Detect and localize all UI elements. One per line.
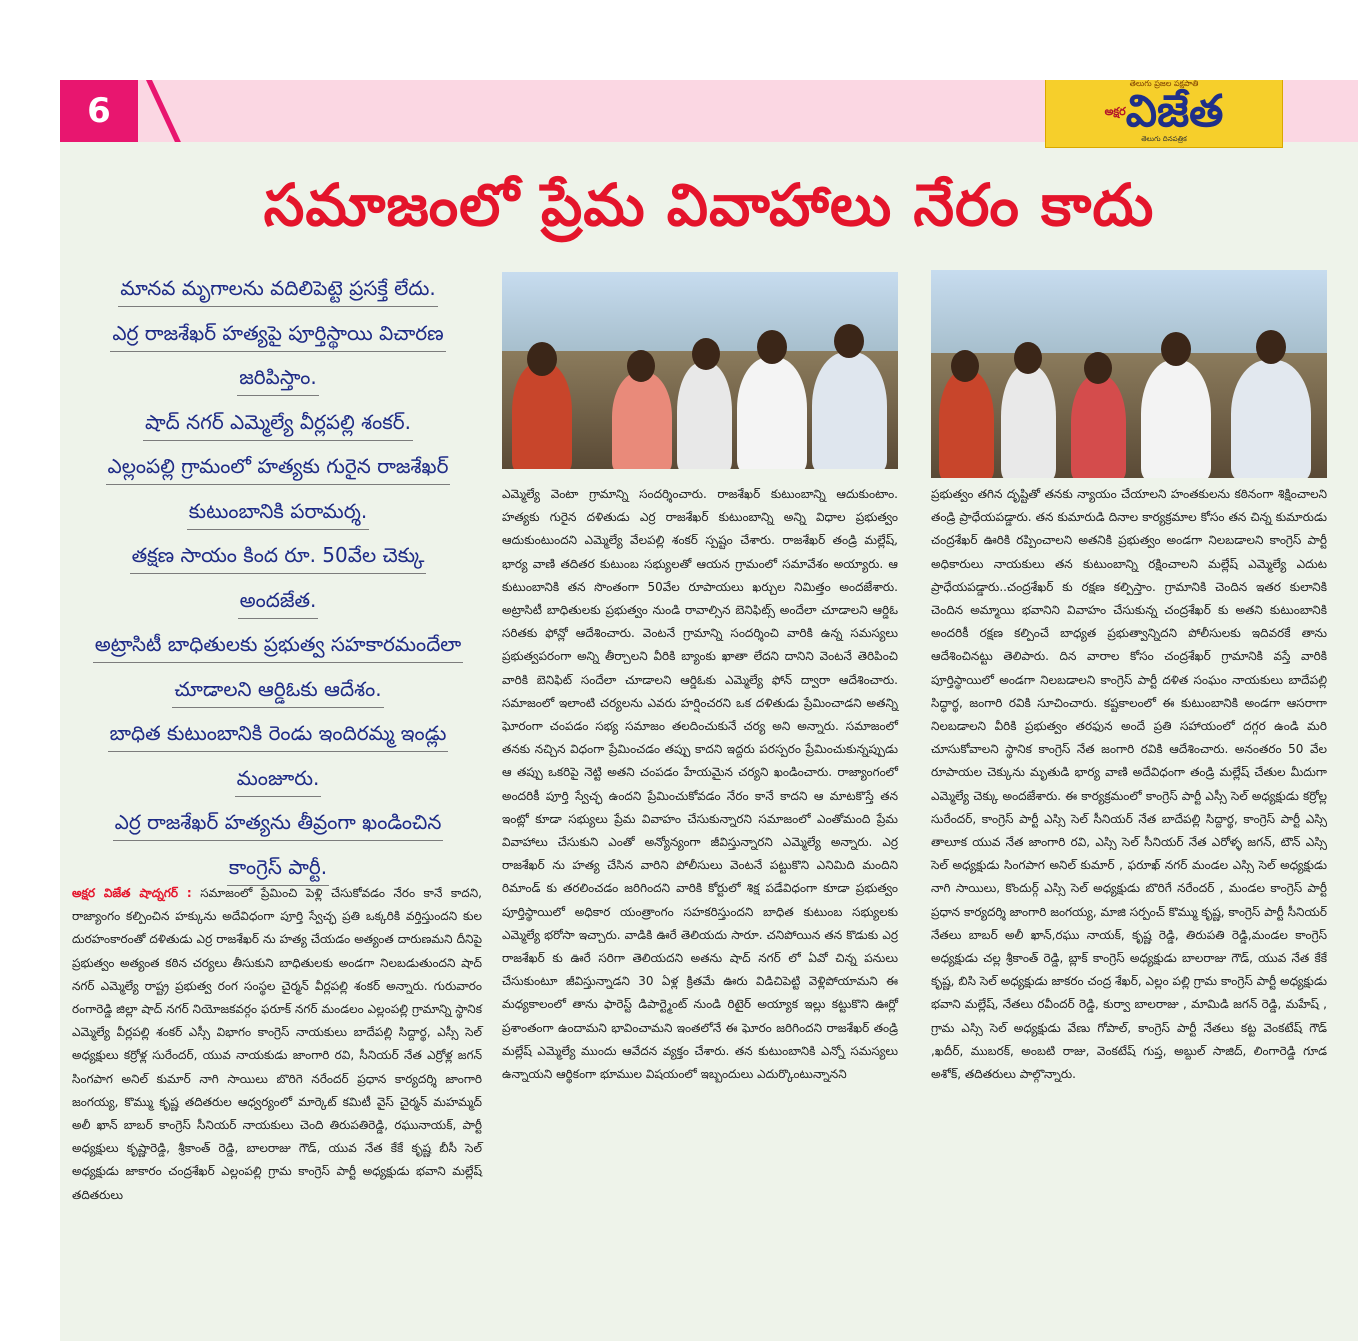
photo-person-head xyxy=(1014,342,1042,374)
news-photo-1 xyxy=(502,272,898,469)
highlight-line: మానవ మృగాలను వదిలిపెట్టె ప్రసక్తే లేదు. xyxy=(72,266,484,311)
photo-person-head xyxy=(692,338,720,370)
highlight-line: అట్రాసిటీ బాధితులకు ప్రభుత్వ సహకారమందేలా xyxy=(72,622,484,667)
photo-person-head xyxy=(834,324,864,358)
photo-person xyxy=(677,362,732,469)
highlight-line: కుటుంబానికి పరామర్శ. xyxy=(72,489,484,534)
article-dateline: అక్షర విజేత షాద్నగర్ : xyxy=(72,886,192,900)
masthead-tagline: తెలుగు ప్రజల పక్షపాతి xyxy=(1129,80,1199,88)
highlight-line: బాధిత కుటుంబానికి రెండు ఇందిరమ్మ ఇండ్లు xyxy=(72,711,484,756)
masthead-title-text: విజేత xyxy=(1125,86,1224,137)
photo-person-head xyxy=(1084,352,1112,384)
highlight-line: తక్షణ సాయం కింద రూ. 50వేల చెక్కు xyxy=(72,533,484,578)
photo-person-head xyxy=(1161,332,1191,366)
photo-person-head xyxy=(1256,330,1286,364)
article-column-1 xyxy=(72,882,482,1207)
highlight-line: మంజూరు. xyxy=(72,756,484,801)
highlight-line: జరిపిస్తాం. xyxy=(72,355,484,400)
photo-person xyxy=(1071,375,1126,478)
photo-person xyxy=(512,362,572,469)
photo-person xyxy=(737,357,807,469)
photo-person xyxy=(1231,360,1311,478)
headline: సమాజంలో ప్రేమ వివాహాలు నేరం కాదు xyxy=(263,171,1155,239)
photo-person-head xyxy=(627,350,655,382)
highlight-line: చూడాలని ఆర్డిఓకు ఆదేశం. xyxy=(72,667,484,712)
news-photo-2 xyxy=(931,270,1327,478)
page-number: 6 xyxy=(60,80,138,142)
highlight-line: ఎర్ర రాజశేఖర్ హత్యను తీవ్రంగా ఖండించిన xyxy=(72,800,484,845)
highlights-box xyxy=(72,266,484,889)
photo-person xyxy=(612,372,672,469)
photo-person-head xyxy=(757,330,787,364)
masthead-subtitle: తెలుగు దినపత్రిక xyxy=(1141,135,1187,143)
highlight-line: ఎర్ర రాజశేఖర్ హత్యపై పూర్తిస్థాయి విచారణ xyxy=(72,311,484,356)
masthead-logo xyxy=(1045,80,1283,148)
masthead-title xyxy=(1046,87,1282,137)
photo-person xyxy=(939,370,994,478)
photo-person xyxy=(812,352,887,469)
photo-person xyxy=(1141,360,1211,478)
highlight-line: కాంగ్రెస్ పార్టీ. xyxy=(72,845,484,890)
highlight-line: ఎల్లంపల్లి గ్రామంలో హత్యకు గురైన రాజశేఖర్ xyxy=(72,444,484,489)
highlight-line: అందజేత. xyxy=(72,578,484,623)
photo-person-head xyxy=(527,342,557,376)
article-column-2: ఎమ్మెల్యే వెంటా గ్రామాన్ని సందర్శించారు. రాజశేఖర్ కుటుంబాన్ని ఆదుకుంటాం. హత్యకు గురైన దళితుడు ఎర్ర రాజశేఖర్ కుటుంబాన్ని అన్ని విధాల ప్రభుత్వం ఆదుకుంటుందని ఎమ్మెల్యే వేలపల్లి శంకర్ స్పష్టం చేశారు. రాజశేఖర్ తండ్రి మల్లేష్, భార్య వాణి తదితర కుటుంబ సభ్యులతో ఆయన గ్రామంలో సమావేశం అయ్యారు. ఆ కుటుంబానికి తన సొంతంగా 50వేల రూపాయలు ఖర్చుల నిమిత్తం అందజేశారు. అట్రాసిటీ బాధితులకు ప్రభుత్వం నుండి రావాల్సిన బెనిఫిట్స్ అందేలా చూడాలని ఆర్డిఓ సరితకు ఫోన్లో ఆదేశించారు. వెంటనే గ్రామాన్ని సందర్శించి వారికి ఉన్న సమస్యలు ప్రభుత్వపరంగా అన్ని తీర్చాలని వీరికి బ్యాంకు ఖాతా లేదని దానిని వెంటనే తెరిపించి వారికి బెనిఫిట్ సందేలా చూడాలని ఆర్డిఓకు ఎమ్మెల్యే ఫోన్ ద్వారా ఆదేశించారు. సమాజంలో ఇలాంటి చర్యలను ఎవరు హర్షించరని ఒక దళితుడు ప్రేమించాడని అతన్ని ఘోరంగా చంపడం సభ్య సమాజం తలదించుకునే చర్య అని అన్నారు. సమాజంలో తనకు నచ్చిన విధంగా ప్రేమించడం తప్పు కాదని ఇద్దరు పరస్పరం ప్రేమించుకున్నప్పుడు ఆ తప్పు ఒకరిపై నెట్టి అతని చంపడం హేయమైన చర్యని ఖండించారు. రాజ్యాంగంలో అందరికీ పూర్తి స్వేచ్ఛ ఉందని ప్రేమించుకోవడం నేరం కానే కాదని ఆ మాటకొస్తే తన ఇంట్లో కూడా సభ్యులు ప్రేమ వివాహం చేసుకున్నారని సమాజంలో ఎంతోమంది ప్రేమ వివాహాలు చేసుకుని ఎంతో అన్యోన్యంగా జీవిస్తున్నారని ఎమ్మెల్యే అన్నారు. ఎర్ర రాజశేఖర్ ను హత్య చేసిన వారిని పోలీసులు వెంటనే పట్టుకొని ఎనిమిది మందిని రిమాండ్ కు తరలించడం జరిగిందని వారికి కోర్టులో శిక్ష పడేవిధంగా కూడా ప్రభుత్వం పూర్తిస్థాయిలో అధికార యంత్రాంగం సహకరిస్తుందని బాధిత కుటుంబ సభ్యులకు ఎమ్మెల్యే భరోసా ఇచ్చారు. వాడికి ఊరే తెలియదు సారూ. చనిపోయిన తన కొడుకు ఎర్ర రాజశేఖర్ కు ఊరే సరిగా తెలియదని అతను షాద్ నగర్ లో ఏవో చిన్న పనులు చేసుకుంటూ జీవిస్తున్నాడని 30 ఏళ్ల క్రితమే ఊరు విడిచిపెట్టి వెళ్లిపోయామని ఈ మధ్యకాలంలో తాను ఫారెస్ట్ డిపార్ట్మెంట్ నుండి రిటైర్ అయ్యాక ఇల్లు కట్టుకొని ఊర్లో ప్రశాంతంగా ఉందామని భావించామని ఇంతలోనే ఈ ఘోరం జరిగిందని రాజశేఖర్ తండ్రి మల్లేష్ ఎమ్మెల్యే ముందు ఆవేదన వ్యక్తం చేశారు. తన కుటుంబానికి ఎన్నో సమస్యలు ఉన్నాయని ఆర్థికంగా భూముల విషయంలో ఇబ్బందులు ఎదుర్కొంటున్నానని xyxy=(502,487,898,1082)
article-text: సమాజంలో ప్రేమించి పెళ్లి చేసుకోవడం నేరం కానే కాదని, రాజ్యాంగం కల్పించిన హక్కును అదేవిధంగా పూర్తి స్వేచ్ఛ ప్రతి ఒక్కరికి వర్తిస్తుందని కుల దురహంకారంతో దళితుడు ఎర్ర రాజశేఖర్ ను హత్య చేయడం అత్యంత దారుణమని దీనిపై ప్రభుత్వం అత్యంత కఠిన చర్యలు తీసుకుని బాధితులకు అండగా నిలబడుతుందని షాద్ నగర్ ఎమ్మెల్యే రాష్ట్ర ప్రభుత్వ రంగ సంస్థల చైర్మన్ వీర్లపల్లి శంకర్ అన్నారు. గురువారం రంగారెడ్డి జిల్లా షాద్ నగర్ నియోజకవర్గం ఫరూక్ నగర్ మండలం ఎల్లంపల్లి గ్రామాన్ని స్థానిక ఎమ్మెల్యే వీర్లపల్లి శంకర్ ఎస్సీ విభాగం కాంగ్రెస్ నాయకులు బాదేపల్లి సిద్దార్థ, ఎస్సీ సెల్ అధ్యక్షులు కర్రోళ్ల సురేందర్, యువ నాయకుడు జాంగారి రవి, సీనియర్ నేత ఎర్రోళ్ల జగన్ సింగపాగ అనిల్ కుమార్ నాగి సాయిలు బొరిగె నరేందర్ ప్రధాన కార్యదర్శి జాంగారి జంగయ్య, కొమ్ము కృష్ణ తదితరుల ఆధ్వర్యంలో మార్కెట్ కమిటీ వైస్ చైర్మన్ మహమ్మద్ అలీ ఖాన్ బాబర్ కాంగ్రెస్ సీనియర్ నాయకులు చెంది తిరుపతిరెడ్డి, రఘునాయక్, పార్టీ అధ్యక్షులు కృష్ణారెడ్డి, శ్రీకాంత్ రెడ్డి, బాలరాజు గౌడ్, యువ నేత కేకే కృష్ణ బీసీ సెల్ అధ్యక్షుడు జాకారం చంద్రశేఖర్ ఎల్లంపల్లి గ్రామ కాంగ్రెస్ పార్టీ అధ్యక్షుడు భవాని మల్లేష్ తదితరులు xyxy=(72,886,482,1202)
newspaper-page xyxy=(60,80,1358,1341)
highlight-line: షాద్ నగర్ ఎమ్మెల్యే వీర్లపల్లి శంకర్. xyxy=(72,400,484,445)
article-column-3: ప్రభుత్వం తగిన దృష్టితో తనకు న్యాయం చేయాలని హంతకులను కఠినంగా శిక్షించాలని తండ్రి ప్రాధేయపడ్డారు. తన కుమారుడి దినాల కార్యక్రమాల కోసం తన చిన్న కుమారుడు చంద్రశేఖర్ ఊరికి రప్పించాలని అతనికి ప్రభుత్వం అండగా నిలబడాలని కాంగ్రెస్ పార్టీ అధికారులు నాయకులు తన కుటుంబాన్ని రక్షించాలని మల్లేష్ ఎమ్మెల్యే ఎదుట ప్రాధేయపడ్డారు..చంద్రశేఖర్ కు రక్షణ కల్పిస్తాం. గ్రామానికి చెందిన ఇతర కులానికి చెందిన అమ్మాయి భవానిని వివాహం చేసుకున్న చంద్రశేఖర్ కు అతని కుటుంబానికి అందరికీ రక్షణ కల్పించే బాధ్యత ప్రభుత్వాన్నిదని పోలీసులకు ఇదివరకే తాను ఆదేశించినట్టు తెలిపారు. దిన వారాల కోసం చంద్రశేఖర్ గ్రామానికి వస్తే వారికి పూర్తిస్థాయిలో అండగా నిలబడాలని కాంగ్రెస్ పార్టీ దళిత సంఘం నాయకులు బాదేపల్లి సిద్ధార్థ, జంగారి రవికి సూచించారు. కష్టకాలంలో ఈ కుటుంబానికి అండగా ఆసరాగా నిలబడాలని వీరికి ప్రభుత్వం తరఫున అందే ప్రతి సహాయంలో దగ్గర ఉండి మరి చూసుకోవాలని స్థానిక కాంగ్రెస్ నేత జంగారి రవికి ఆదేశించారు. అనంతరం 50 వేల రూపాయల చెక్కును మృతుడి భార్య వాణి అదేవిధంగా తండ్రి మల్లేష్ చేతుల మీదుగా ఎమ్మెల్యే చెక్కు అందజేశారు. ఈ కార్యక్రమంలో కాంగ్రెస్ పార్టీ ఎస్సీ సెల్ అధ్యక్షుడు కర్రోల్ల సురేందర్, కాంగ్రెస్ పార్టీ ఎస్సి సెల్ సీనియర్ నేత బాదేపల్లి సిద్దార్థ, కాంగ్రెస్ పార్టీ ఎస్సి తాలూక యువ నేత జాంగారి రవి, ఎస్సి సెల్ సీనియర్ నేత ఎరోళ్ళ జగన్, టౌన్ ఎస్సి సెల్ అధ్యక్షుడు సింగపాగ అనిల్ కుమార్ , ఫరూఖ్ నగర్ మండల ఎస్సి సెల్ అధ్యక్షుడు నాగి సాయిలు, కొందుర్గ్ ఎస్సి సెల్ అధ్యక్షుడు బొరిగే నరేందర్ , మండల కాంగ్రెస్ పార్టీ ప్రధాన కార్యదర్శి జాంగారి జంగయ్య, మాజి సర్పంచ్ కొమ్ము కృష్ణ, కాంగ్రెస్ పార్టీ సీనియర్ నేతలు బాబర్ అలీ ఖాన్,రఘు నాయక్, కృష్ణ రెడ్డి, తిరుపతి రెడ్డి,మండల కాంగ్రెస్ అధ్యక్షుడు చల్ల శ్రీకాంత్ రెడ్డి, బ్లాక్ కాంగ్రెస్ అధ్యక్షుడు బాలరాజు గౌడ్, యువ నేత కేకే కృష్ణ, బిసి సెల్ అధ్యక్షుడు జాకరం చంద్ర శేఖర్, ఎల్లం పల్లి గ్రామ కాంగ్రెస్ పార్టీ అధ్యక్షుడు భవాని మల్లేష్, నేతలు రవీందర్ రెడ్డి, కుర్వా బాలరాజు , మామిడి జగన్ రెడ్డి, మహేష్ , గ్రామ ఎస్సి సెల్ అధ్యక్షుడు వేణు గోపాల్, కాంగ్రెస్ పార్టీ నేతలు కట్ట వెంకటేష్ గౌడ్ ,ఖదీర్, ముబరక్, అంబటి రాజు, వెంకటేష్ గుప్త, అబ్దుల్ సాజిద్, లింగారెడ్డి గూడ అశోక్, తదితరులు పాల్గొన్నారు. xyxy=(931,487,1327,1082)
masthead-brand-small: అక్షర xyxy=(1104,105,1126,118)
photo-person-head xyxy=(951,350,979,382)
photo-person xyxy=(1001,365,1056,478)
